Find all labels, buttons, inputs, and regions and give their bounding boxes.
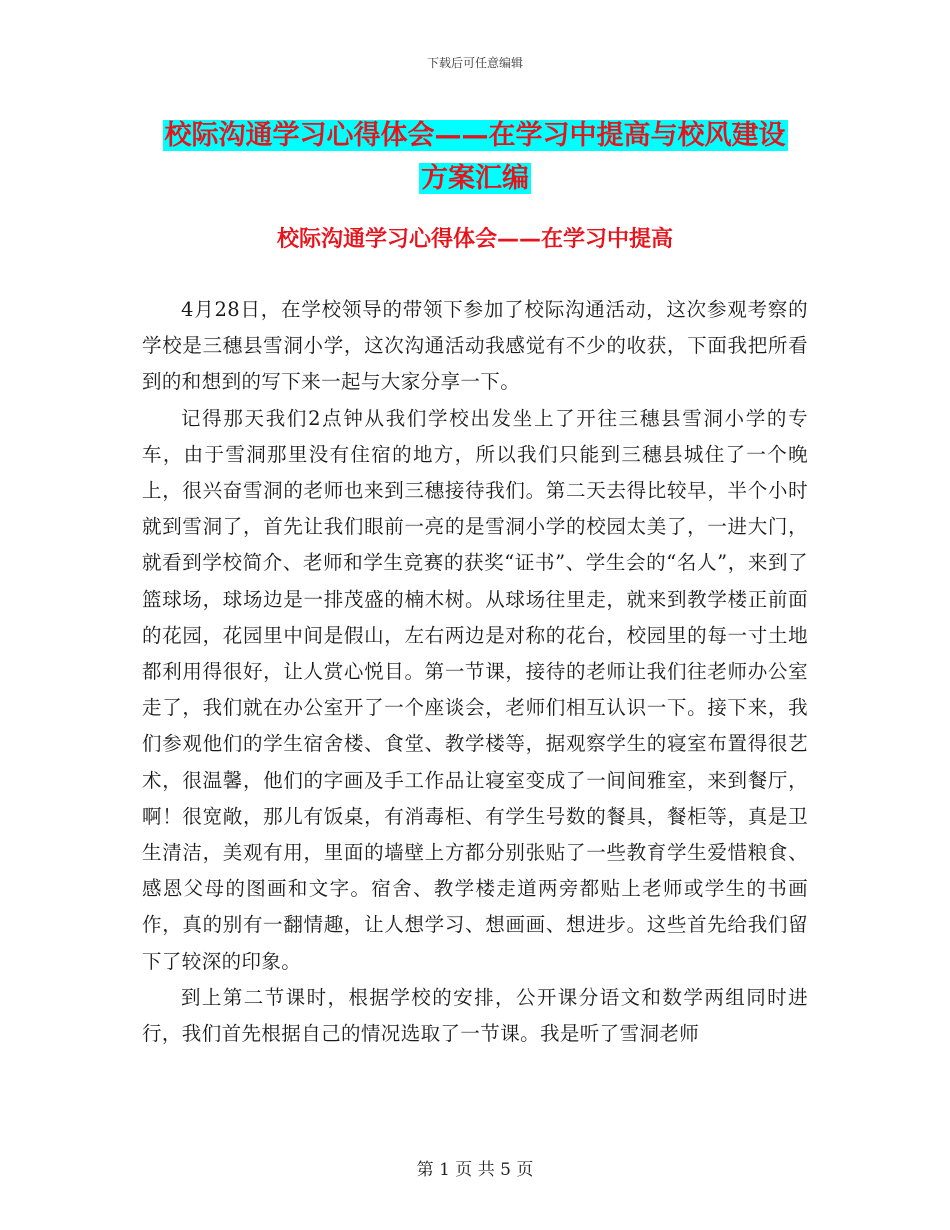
document-title-line-2	[0, 156, 950, 195]
title-highlight: 方案汇编	[421, 163, 529, 194]
page-footer: 第 1 页 共 5 页	[416, 1160, 534, 1180]
header-note: 下载后可任意编辑	[426, 56, 523, 70]
document-title-line-1	[0, 113, 950, 152]
body-text	[142, 292, 808, 1052]
paragraph: 到上第二节课时，根据学校的安排，公开课分语文和数学两组同时进行，我们首先根据自己的情况选取了一节课。我是听了雪洞老师	[142, 985, 808, 1046]
section-title: 校际沟通学习心得体会——在学习中提高	[276, 227, 673, 252]
paragraph: 记得那天我们2点钟从我们学校出发坐上了开往三穗县雪洞小学的专车，由于雪洞那里没有住宿的地方，所以我们只能到三穗县城住了一个晚上，很兴奋雪洞的老师也来到三穗接待我们。第二天去得比较早，半个小时就到雪洞了，首先让我们眼前一亮的是雪洞小学的校园太美了，一进大门，就看到学校简介、老师和学生竞赛的获奖“证书”、学生会的“名人”，来到了篮球场，球场边是一排茂盛的楠木树。从球场往里走，就来到教学楼正前面的花园，花园里中间是假山，左右两边是对称的花台，校园里的每一寸土地都利用得很好，让人赏心悦目。第一节课，接待的老师让我们往老师办公室走了，我们就在办公室开了一个座谈会，老师们相互认识一下。接下来，我们参观他们的学生宿舍楼、食堂、教学楼等，据观察学生的寝室布置得很艺术，很温馨，他们的字画及手工作品让寝室变成了一间间雅室，来到餐厅，啊！很宽敞，那儿有饭桌，有消毒柜、有学生号数的餐具，餐柜等，真是卫生清洁，美观有用，里面的墙壁上方都分别张贴了一些教育学生爱惜粮食、感恩父母的图画和文字。宿舍、教学楼走道两旁都贴上老师或学生的书画作，真的别有一翻情趣，让人想学习、想画画、想进步。这些首先给我们留下了较深的印象。	[142, 406, 808, 973]
paragraph: 4月28日，在学校领导的带领下参加了校际沟通活动，这次参观考察的学校是三穗县雪洞小学，这次沟通活动我感觉有不少的收获，下面我把所看到的和想到的写下来一起与大家分享一下。	[142, 298, 808, 394]
title-highlight: 校际沟通学习心得体会——在学习中提高与校风建设	[164, 120, 786, 151]
